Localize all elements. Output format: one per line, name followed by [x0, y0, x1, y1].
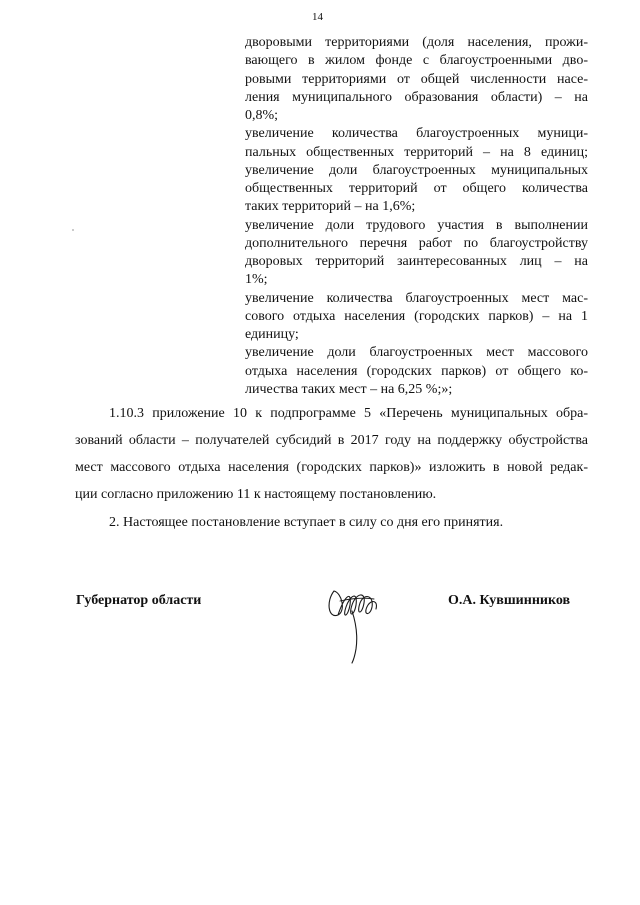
handwritten-signature [322, 571, 392, 666]
block-line: личества таких мест – на 6,25 %;»; [245, 381, 453, 397]
indented-list-block [245, 34, 588, 399]
block-line: увеличение количества благоустроенных мест мас- [245, 290, 588, 306]
block-line: увеличение доли благоустроенных мест массового [245, 345, 588, 361]
block-line: увеличение количества благоустроенных муници- [245, 126, 588, 142]
block-line: увеличение доли трудового участия в выполнении [245, 217, 588, 233]
block-line: единицу; [245, 327, 299, 342]
signer-name: О.А. Кувшинников [448, 593, 571, 608]
block-line: увеличение доли благоустроенных муниципальных [245, 162, 588, 178]
page-number: 14 [312, 11, 323, 23]
block-line: ления муниципального образования области) – на [245, 89, 588, 105]
block-line: таких территорий – на 1,6%; [245, 199, 416, 215]
block-line: дворовых территорий заинтересованных лиц – на [245, 254, 588, 269]
block-line: 1%; [245, 272, 268, 288]
paragraph-annex-replacement [75, 400, 588, 508]
block-line: дворовыми территориями (доля населения, прожи- [245, 35, 588, 50]
block-line: пальных общественных территорий – на 8 единиц; [245, 144, 588, 160]
paragraph-effective-date [75, 509, 588, 536]
paragraph-line: 2. Настоящее постановление вступает в силу со дня его принятия. [109, 515, 504, 530]
block-line: общественных территорий от общего количества [245, 181, 588, 196]
block-line: 0,8%; [245, 108, 279, 123]
paragraph-line: зований области – получателей субсидий в 2017 году на поддержку обустройства [75, 433, 588, 448]
block-line: вающего в жилом фонде с благоустроенными дво- [245, 53, 588, 69]
block-line: дополнительного перечня работ по благоустройству [245, 235, 588, 251]
signer-title: Губернатор области [76, 593, 202, 608]
block-line: ровыми территориями от общей численности насе- [245, 71, 588, 87]
scan-speck [72, 229, 74, 231]
block-line: сового отдыха населения (городских парков) – на 1 [245, 308, 588, 324]
paragraph-line: ции согласно приложению 11 к настоящему постановлению. [75, 487, 437, 502]
paragraph-line: мест массового отдыха населения (городских парков)» изложить в новой редак- [75, 460, 588, 475]
signature-block [0, 587, 640, 677]
paragraph-line: 1.10.3 приложение 10 к подпрограмме 5 «Перечень муниципальных обра- [109, 406, 588, 421]
block-line: отдыха населения (городских парков) от общего ко- [245, 363, 588, 379]
